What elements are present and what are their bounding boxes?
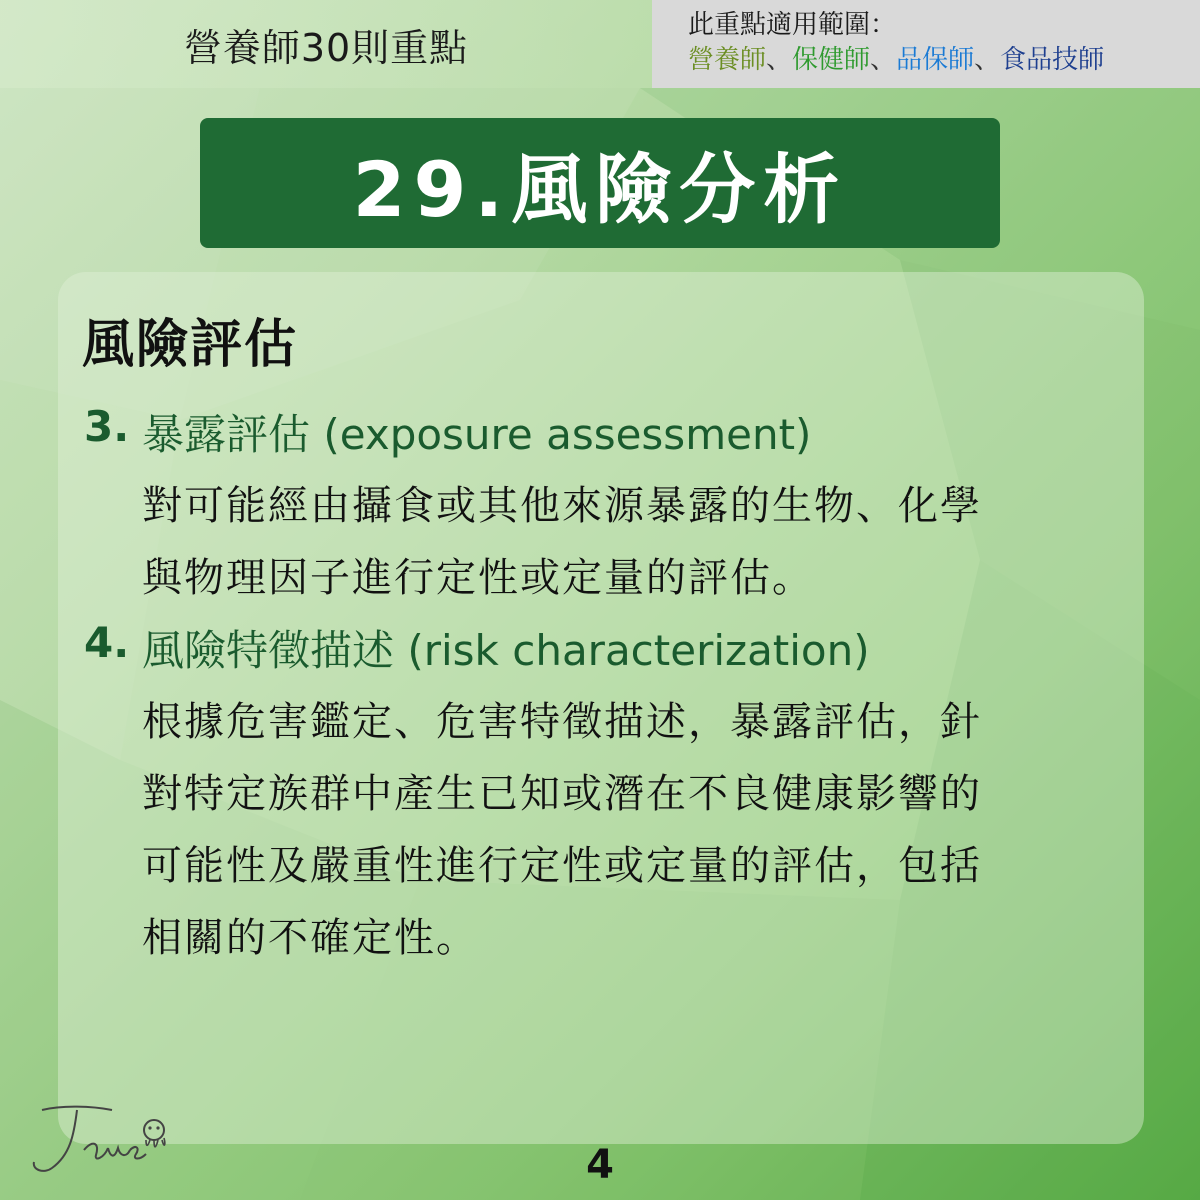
- scope-item-dietitian: 營養師: [688, 45, 767, 75]
- scope-item-food-tech: 食品技師: [1000, 45, 1105, 75]
- scope-separator: 、: [870, 45, 897, 75]
- main-title: 29.風險分析: [200, 118, 1000, 248]
- scope-separator: 、: [766, 45, 793, 75]
- item-text-line: 可能性及嚴重性進行定性或定量的評估，包括: [142, 843, 982, 889]
- item-text-line: 對特定族群中產生已知或潛在不良健康影響的: [142, 771, 982, 817]
- top-bar: [0, 0, 1200, 88]
- item-text-line: 相關的不確定性。: [142, 915, 478, 961]
- scope-item-qa: 品保師: [896, 45, 975, 75]
- scope-box: [652, 0, 1200, 88]
- item-number: 4.: [84, 618, 130, 667]
- section-title: 風險評估: [82, 315, 299, 375]
- scope-label: 此重點適用範圍：: [688, 10, 897, 40]
- item-heading: 暴露評估 (exposure assessment): [142, 410, 812, 459]
- item-text-line: 與物理因子進行定性或定量的評估。: [142, 555, 814, 601]
- scope-separator: 、: [974, 45, 1001, 75]
- signature-logo: [22, 1100, 172, 1180]
- series-title: 營養師30則重點: [0, 0, 652, 88]
- item-text-line: 對可能經由攝食或其他來源暴露的生物、化學: [142, 483, 982, 529]
- page-number: 4: [586, 1142, 614, 1188]
- scope-list: [688, 42, 1200, 78]
- item-number: 3.: [84, 402, 130, 451]
- scope-item-health: 保健師: [792, 45, 871, 75]
- item-text-line: 根據危害鑑定、危害特徵描述，暴露評估，針: [142, 699, 982, 745]
- item-heading: 風險特徵描述 (risk characterization): [142, 626, 870, 675]
